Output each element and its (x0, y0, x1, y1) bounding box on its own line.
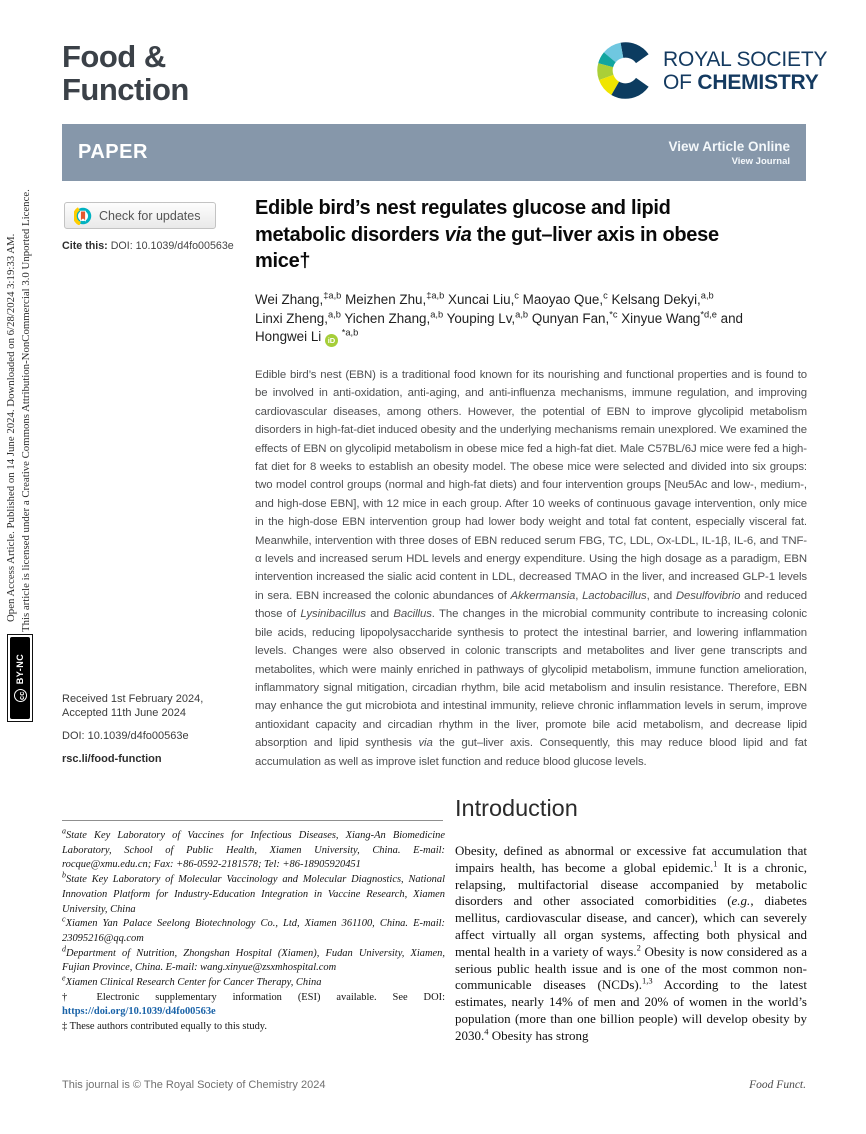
footnote-affiliation-d: $^d$Department of Nutrition, Zhongshan Hospital (Xiamen), Fudan University, Xiamen, Fujian Province, China. E-mail: wang.xinyue@zsxmhospital.com (62, 944, 445, 974)
rsc-logo (597, 42, 827, 99)
received-date: Received 1st February 2024, (62, 693, 204, 705)
publisher-name-line1: ROYAL SOCIETY (663, 47, 828, 71)
page-footer (62, 1079, 806, 1091)
footnote-affiliation-c: $^c$Xiamen Yan Palace Seelong Biotechnology Co., Ltd, Xiamen 361100, China. E-mail: 23095216@qq.com (62, 914, 445, 944)
esi-doi-link[interactable]: https://doi.org/10.1039/d4fo00563e (62, 1006, 216, 1018)
footnotes-block (62, 826, 445, 1035)
cite-this-label: Cite this: (62, 240, 108, 252)
footnote-divider (62, 820, 443, 821)
article-type-banner (62, 124, 806, 181)
orcid-icon[interactable]: iD (325, 334, 338, 347)
footnote-affiliation-a: $^a$State Key Laboratory of Vaccines for Infectious Diseases, Xiang-An Biomedicine Laboratory, School of Public Health, Xiamen University, China. E-mail: rocque@xmu.edu.cn; Fax: +86-0592-2181578; Tel: +86-18905920451 (62, 826, 445, 871)
view-journal-link[interactable]: View Journal (731, 155, 790, 167)
abstract-text: Edible bird’s nest (EBN) is a traditional food known for its nourishing and functional properties and is found to be involved in anti-oxidation, anti-aging, and anti-influenza mechanisms, immune regulation, and improving cardiovascular diseases, among others. However, the potential of EBN to improve glycolipid metabolism disorders in high-fat-diet induced obesity and the underlying mechanisms remain unexplored. We examined the effects of EBN on glycolipid metabolism in obese mice fed a high-fat diet. Male C57BL/6J mice were fed a high-fat diet for 8 weeks to establish an obesity model. The obese mice were selected and divided into six groups: two model control groups (normal and high-fat diets) and four intervention groups [Neu5Ac and low-, medium-, and high-dose EBN], with 12 mice in each group. After 10 weeks of continuous gavage intervention, only mice in the high-dose EBN intervention group had lower body weight and total fat content, especially visceral fat. Meanwhile, intervention with three doses of EBN reduced serum FBG, TC, LDL, Ox-LDL, IL-1β, IL-6, and TNF-α levels and increased serum HDL levels and energy expenditure. Using the high dosage as a paradigm, EBN intervention increased the sialic acid content in LDL, decreased TMAO in the liver, and increased GLP-1 levels in sera. EBN increased the colonic abundances of Akkermansia, Lactobacillus, and Desulfovibrio and reduced those of Lysinibacillus and Bacillus. The changes in the microbial community contribute to increasing colonic bile acids, reducing lipopolysaccharide synthesis to protect the intestinal barrier, and lowering inflammation levels. Changes were also observed in colonic transcripts and metabolites and liver gene transcripts and metabolites, which were mainly enriched in pathways of glycolipid metabolism, immune function amelioration, inflammatory signal mitigation, circadian rhythm, bile acid metabolism and insulin resistance. Therefore, EBN may enhance the gut microbiota and intestinal immunity, relieve chronic inflammation levels in serum, improve antioxidant capacity and circadian rhythm in the liver, promote bile acid metabolism, and decrease lipid absorption and lipid synthesis via the gut–liver axis. Consequently, this may reduce blood lipid and fat accumulation as well as improve islet function and reduce blood glucose levels. (255, 369, 807, 768)
license-label: BY-NC (15, 653, 25, 685)
footnote-affiliation-b: $^b$State Key Laboratory of Molecular Vaccinology and Molecular Diagnostics, National Innovation Platform for Industry-Education Integration in Vaccine Research, Xiamen University, China (62, 870, 445, 915)
rsc-c-icon (597, 42, 654, 99)
footnote-equal-contribution: ‡ These authors contributed equally to this study. (62, 1021, 267, 1033)
footnote-affiliation-e: $^e$Xiamen Clinical Research Center for Cancer Therapy, China (62, 973, 322, 989)
article-history (62, 692, 242, 766)
cc-by-nc-badge-inner (10, 637, 30, 719)
publisher-name (663, 48, 827, 94)
journal-title-line2: Function (62, 72, 189, 107)
journal-masthead (62, 40, 189, 106)
crossmark-icon (74, 207, 92, 225)
cite-this-doi: DOI: 10.1039/d4fo00563e (110, 240, 234, 252)
article-title: Edible bird’s nest regulates glucose and lipid metabolic disorders via the gut–liver axis in obese mice† (255, 197, 719, 272)
journal-title-line1: Food & (62, 39, 166, 74)
accepted-date: Accepted 11th June 2024 (62, 707, 186, 720)
footer-journal-abbrev: Food Funct. (749, 1079, 806, 1091)
footer-copyright: This journal is © The Royal Society of Chemistry 2024 (62, 1079, 326, 1091)
cc-icon: cc (14, 689, 27, 702)
journal-url-link[interactable]: rsc.li/food-function (62, 752, 162, 765)
introduction-paragraph: Obesity, defined as abnormal or excessive fat accumulation that impairs health, has become a global epidemic.$^1$ It is a chronic, relapsing, multifactorial disease accompanied by metabolic disorders and other associated comorbidities (e.g., diabetes mellitus, cardiovascular disease, and cancer), which can severely affect virtually all organ systems, affecting both physical and mental health in a variety of ways.$^2$ Obesity is now considered as a serious public health issue and is one of the most common non-communicable diseases (NCDs).$^{1,3}$ According to the latest estimates, nearly 14% of men and 20% of women in the world’s population (more than one billion people) will develop obesity by 2030.$^4$ Obesity has strong (455, 843, 807, 1043)
author-list: Wei Zhang,$^{\ddagger a,b}$ Meizhen Zhu,$^{\ddagger a,b}$ Xuncai Liu,$^c$ Maoyao Que,$^c$ Kelsang Dekyi,$^{a,b}$ Linxi Zheng,$^{a,b}$ Yichen Zhang,$^{a,b}$ Youping Lv,$^{a,b}$ Qunyan Fan,$^{*c}$ Xinyue Wang$^{*d,e}$ and Hongwei Li iD $^{*a,b}$ (255, 290, 743, 345)
publisher-name-line2: OF CHEMISTRY (663, 70, 819, 94)
banner-links (668, 139, 790, 167)
license-sidebar-line: This article is licensed under a Creative Commons Attribution-NonCommercial 3.0 Unported Licence. (20, 189, 32, 632)
cite-this-line (62, 240, 234, 252)
view-article-online-link[interactable]: View Article Online (668, 138, 790, 154)
article-doi: DOI: 10.1039/d4fo00563e (62, 729, 189, 742)
cc-by-nc-badge (7, 634, 33, 722)
article-type-label: PAPER (78, 141, 148, 163)
open-access-sidebar-line: Open Access Article. Published on 14 June 2024. Downloaded on 6/28/2024 3:19:33 AM. (5, 233, 17, 622)
check-for-updates-button[interactable] (64, 202, 216, 229)
check-for-updates-label: Check for updates (99, 208, 201, 223)
section-heading-introduction: Introduction (455, 795, 578, 821)
footnote-esi: † Electronic supplementary information (ESI) available. See DOI: https://doi.org/10.1039/d4fo00563e (62, 991, 445, 1018)
